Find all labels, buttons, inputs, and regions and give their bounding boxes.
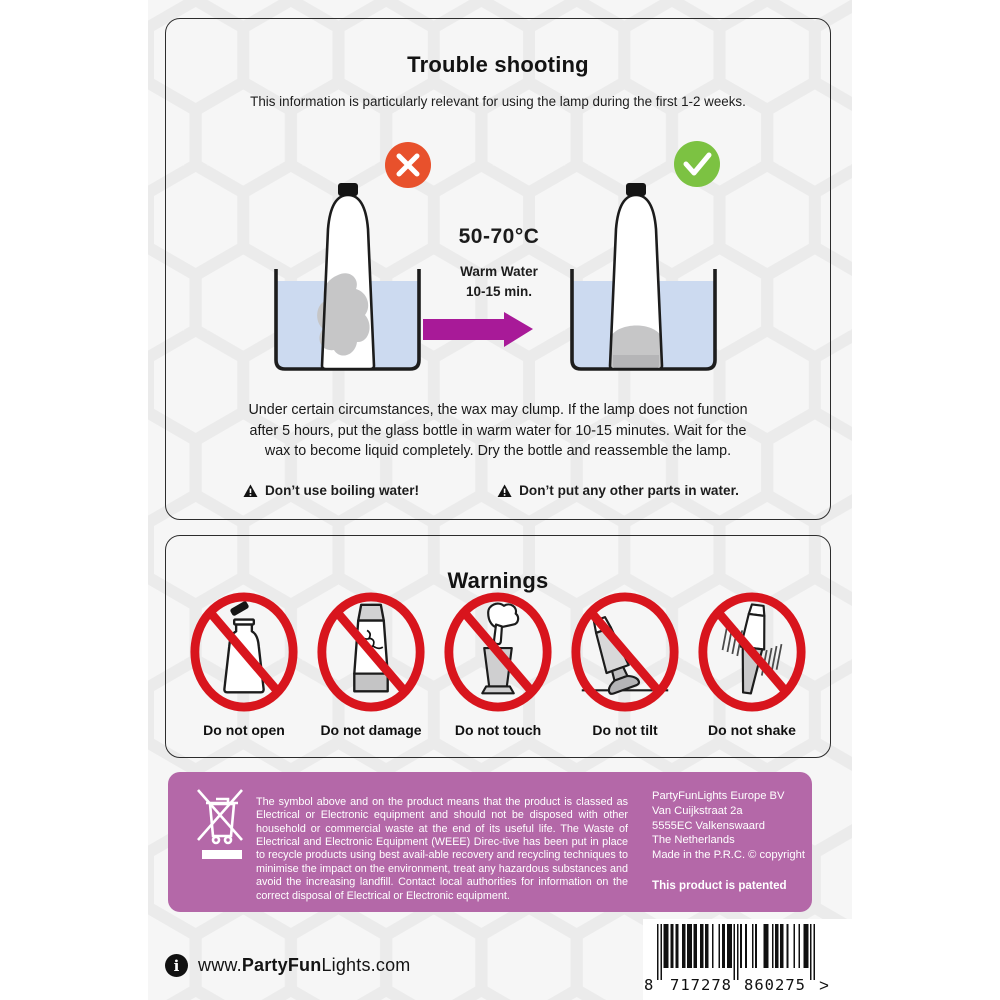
- do-not-touch-icon: [441, 591, 555, 713]
- note-text: Don’t put any other parts in water.: [519, 483, 739, 498]
- warm-water-label: Warm Water: [460, 264, 538, 279]
- other-parts-note: [497, 483, 739, 498]
- website-prefix: www.: [198, 955, 242, 975]
- boiling-water-note: [243, 483, 419, 498]
- body-line: after 5 hours, put the glass bottle in warm water for 10-15 minutes. Wait for the: [249, 422, 747, 439]
- company-line: Made in the P.R.C. © copyright: [652, 849, 805, 862]
- weee-bin-icon: [190, 784, 250, 872]
- website-url: [198, 955, 410, 976]
- temperature-label: 50-70°C: [458, 225, 540, 248]
- do-not-open-icon: [187, 591, 301, 713]
- troubleshooting-title: Trouble shooting: [407, 51, 589, 77]
- barcode-trailer: >: [819, 976, 829, 995]
- manual-page: [148, 0, 852, 1000]
- warnings-section: [165, 535, 831, 758]
- wrong-cross-badge: [385, 142, 431, 188]
- warnings-title: Warnings: [447, 568, 549, 594]
- body-line: wax to become liquid completely. Dry the bottle and reassemble the lamp.: [264, 443, 732, 460]
- company-line: The Netherlands: [652, 834, 735, 847]
- troubleshooting-body: [214, 400, 782, 462]
- correct-check-badge: [674, 141, 720, 187]
- company-line: Van Cuijkstraat 2a: [652, 804, 743, 817]
- company-line: PartyFunLights Europe BV: [652, 790, 785, 802]
- duration-label: 10-15 min.: [465, 284, 533, 299]
- barcode-lead-digit: 8: [644, 976, 654, 994]
- warning-item-open: [181, 591, 308, 738]
- warning-label: Do not shake: [708, 722, 796, 738]
- do-not-shake-icon: [695, 591, 809, 713]
- do-not-tilt-icon: [568, 591, 682, 713]
- arrow-right-icon: [423, 312, 533, 347]
- warning-item-shake: [689, 591, 816, 738]
- barcode-digits: [643, 976, 866, 996]
- barcode-group1: 717278: [670, 976, 732, 994]
- barcode-bars: [657, 924, 815, 980]
- barcode-group2: 860275: [744, 976, 806, 994]
- troubleshooting-section: [165, 18, 831, 520]
- website-suffix: Lights.com: [321, 955, 411, 975]
- warning-label: Do not tilt: [592, 722, 658, 738]
- warning-triangle-icon: [243, 484, 258, 498]
- company-address: [652, 789, 805, 863]
- weee-footer: [168, 772, 812, 912]
- warning-label: Do not touch: [454, 722, 542, 738]
- note-text: Don’t use boiling water!: [264, 483, 420, 498]
- warning-label: Do not damage: [320, 722, 422, 738]
- website-bold: PartyFun: [241, 955, 322, 975]
- warning-item-tilt: [562, 591, 689, 738]
- patent-note: This product is patented: [652, 879, 787, 892]
- lamp-bottle-melted-wax: [610, 183, 662, 369]
- warm-water-illustration: [164, 129, 834, 391]
- warning-icons-row: [166, 591, 830, 738]
- warning-item-touch: [435, 591, 562, 738]
- warning-triangle-icon: [497, 484, 512, 498]
- website-row: [165, 954, 410, 977]
- company-line: 5555EC Valkenswaard: [652, 819, 765, 832]
- warning-label: Do not open: [203, 722, 285, 738]
- troubleshooting-subtitle: This information is particularly relevant for using the lamp during the first 1-2 weeks.: [250, 94, 746, 110]
- info-icon: i: [165, 954, 188, 977]
- barcode: [643, 919, 866, 1000]
- body-line: Under certain circumstances, the wax may clump. If the lamp does not function: [248, 402, 748, 418]
- lamp-bottle-clumped-wax: [317, 183, 374, 369]
- do-not-damage-icon: [314, 591, 428, 713]
- warning-item-damage: [308, 591, 435, 738]
- weee-disposal-text: The symbol above and on the product means that the product is classed as Electrical or Electronic equipment and should not be disposed with other household or commercial waste at the end of its useful life. The Waste of Electrical and Electronic Equipment (WEEE) Direc-tive has been put in place to recycle products using best avail-able recovery and recycling techniques to minimise the impact on the environment, treat any hazardous substances and avoid the increasing landfill. Contact local authorities for information on the correct disposal of Electrical or Electronic equipment.: [256, 795, 628, 902]
